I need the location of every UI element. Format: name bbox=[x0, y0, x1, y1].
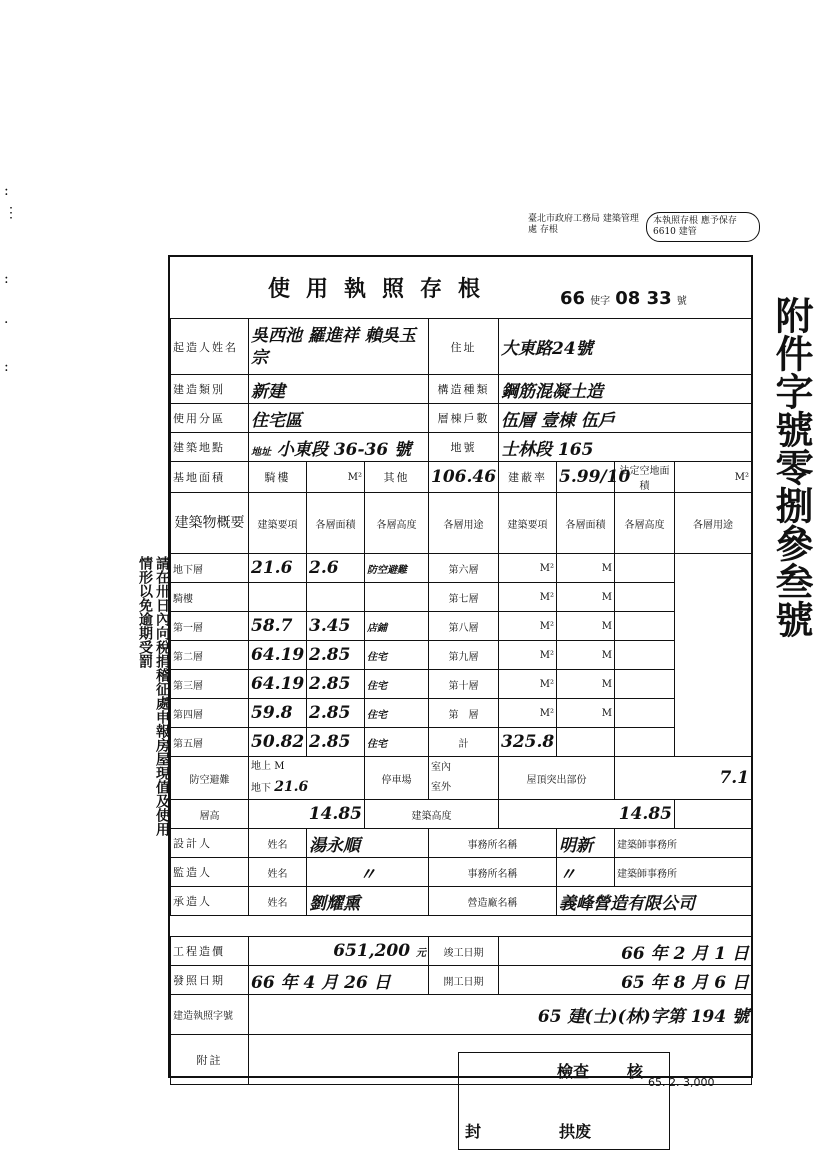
floor-row bbox=[171, 583, 752, 612]
coverage-label: 建蔽率 bbox=[499, 462, 557, 493]
site-no-label: 地號 bbox=[429, 433, 499, 462]
cost-value: 651,200 bbox=[333, 941, 411, 961]
shelter-below: 地下 bbox=[251, 783, 271, 794]
floor-name-right: 第六層 bbox=[429, 554, 499, 583]
supervisor-office: 〃 bbox=[557, 858, 615, 887]
building-type-label: 建造類別 bbox=[171, 375, 249, 404]
inspection-box bbox=[458, 1052, 670, 1150]
floor-height-right bbox=[557, 728, 615, 757]
contractor-name-label: 姓名 bbox=[249, 887, 307, 916]
supervisor-office-suffix: 建築師事務所 bbox=[615, 858, 752, 887]
floor-row bbox=[171, 670, 752, 699]
start-value: 65 年 8 月 6 日 bbox=[499, 966, 752, 995]
floor-name-right: 第九層 bbox=[429, 641, 499, 670]
floor-area-right: M² bbox=[499, 612, 557, 641]
supervisor-name: 〃 bbox=[307, 858, 429, 887]
floor-height-left: 2.85 bbox=[307, 641, 365, 670]
header-area-right: 各層面積 bbox=[557, 493, 615, 554]
shelter-below-value: 21.6 bbox=[274, 779, 309, 795]
parking-in: 室內 bbox=[431, 762, 451, 773]
floor-use-left: 住宅 bbox=[365, 699, 429, 728]
other-label: 其他 bbox=[365, 462, 429, 493]
arcade-unit: M² bbox=[307, 462, 365, 493]
floor-row bbox=[171, 612, 752, 641]
floor-row bbox=[171, 641, 752, 670]
tax-notice: 請在卅日內向稅捐稽征處申報房屋現值及使用情形以免逾期受罰 bbox=[137, 556, 170, 836]
floor-name-right: 第十層 bbox=[429, 670, 499, 699]
floor-height-label: 層高 bbox=[171, 800, 249, 829]
supervisor-name-label: 姓名 bbox=[249, 858, 307, 887]
supervisor-label: 監造人 bbox=[171, 858, 249, 887]
area-label: 基地面積 bbox=[171, 462, 249, 493]
cost-label: 工程造價 bbox=[171, 937, 249, 966]
floor-name-left: 第一層 bbox=[171, 612, 249, 641]
building-summary-label: 建築物概要 bbox=[171, 493, 249, 554]
office-value: 明新 bbox=[557, 829, 615, 858]
header-stamp bbox=[528, 212, 750, 252]
floor-use-right bbox=[615, 583, 675, 612]
issue-value: 66 年 4 月 26 日 bbox=[249, 966, 429, 995]
floor-name-left: 騎樓 bbox=[171, 583, 249, 612]
floor-row bbox=[171, 554, 752, 583]
floor-height-value: 14.85 bbox=[249, 800, 365, 829]
stamp-right-text: 本執照存根 應予保存 6610 建管 bbox=[646, 212, 760, 242]
firm-value: 義峰營造有限公司 bbox=[557, 887, 752, 916]
site-no-value: 士林段 165 bbox=[499, 433, 752, 462]
license-label: 建造執照字號 bbox=[171, 995, 249, 1035]
floor-height-right: M bbox=[557, 583, 615, 612]
other-value: 106.46 bbox=[429, 462, 499, 493]
roof-label: 屋頂突出部份 bbox=[499, 757, 615, 800]
zone-value: 住宅區 bbox=[249, 404, 429, 433]
floor-row bbox=[171, 699, 752, 728]
floor-name-left: 第五層 bbox=[171, 728, 249, 757]
open-space-unit: M² bbox=[675, 462, 752, 493]
floor-use-right bbox=[615, 612, 675, 641]
zone-label: 使用分區 bbox=[171, 404, 249, 433]
building-height-value: 14.85 bbox=[499, 800, 675, 829]
floor-height-right: M bbox=[557, 670, 615, 699]
floor-area-right: M² bbox=[499, 641, 557, 670]
floor-area-left: 50.82 bbox=[249, 728, 307, 757]
inspection-cell-4: 拱废 bbox=[559, 1122, 592, 1141]
header-height-right: 各層高度 bbox=[615, 493, 675, 554]
floor-area-right: M² bbox=[499, 583, 557, 612]
site-value: 小東段 36-36 號 bbox=[276, 439, 412, 460]
header-use-left: 各層用途 bbox=[429, 493, 499, 554]
issue-label: 發照日期 bbox=[171, 966, 249, 995]
right-column-text: 附件字號零捌參叁號 bbox=[769, 296, 814, 638]
contractor-name: 劉耀熏 bbox=[307, 887, 429, 916]
floor-area-left: 59.8 bbox=[249, 699, 307, 728]
permit-year: 66 bbox=[560, 288, 586, 309]
inspection-cell-2: 核 bbox=[627, 1062, 644, 1081]
floor-use-right bbox=[615, 554, 675, 583]
building-height-label: 建築高度 bbox=[365, 800, 499, 829]
floor-height-right: M bbox=[557, 641, 615, 670]
floor-name-left: 第四層 bbox=[171, 699, 249, 728]
building-type-value: 新建 bbox=[249, 375, 429, 404]
floor-name-right: 第八層 bbox=[429, 612, 499, 641]
floor-area-right: M² bbox=[499, 699, 557, 728]
floor-use-left bbox=[365, 583, 429, 612]
shelter-above: 地上 bbox=[251, 761, 271, 772]
floor-area-left: 64.19 bbox=[249, 641, 307, 670]
coverage-value: 5.99/10 bbox=[557, 462, 615, 493]
designer-name-label: 姓名 bbox=[249, 829, 307, 858]
office-label: 事務所名稱 bbox=[429, 829, 557, 858]
cost-unit: 元 bbox=[416, 948, 426, 959]
open-space-label: 法定空地面積 bbox=[615, 462, 675, 493]
structure-value: 鋼筋混凝土造 bbox=[499, 375, 752, 404]
floor-height-right: M bbox=[557, 699, 615, 728]
remarks-label: 附註 bbox=[171, 1035, 249, 1085]
permit-form-table bbox=[170, 318, 752, 916]
floor-name-left: 第二層 bbox=[171, 641, 249, 670]
site-label: 建築地點 bbox=[171, 433, 249, 462]
inspection-cell-3: 封 bbox=[465, 1122, 482, 1141]
floor-use-left: 住宅 bbox=[365, 641, 429, 670]
form-title: 使用執照存根 bbox=[268, 276, 497, 302]
permit-label: 使字 bbox=[590, 296, 611, 307]
floor-use-right bbox=[615, 670, 675, 699]
header-use-right: 各層用途 bbox=[675, 493, 752, 554]
floor-use-right bbox=[615, 728, 675, 757]
parking-out: 室外 bbox=[431, 782, 451, 793]
print-note: 65. 2. 3,000 bbox=[648, 1076, 715, 1089]
parking-label: 停車場 bbox=[365, 757, 429, 800]
license-value: 65 建(士)(林)字第 194 號 bbox=[249, 995, 752, 1035]
firm-label: 營造廠名稱 bbox=[429, 887, 557, 916]
floor-area-left: 64.19 bbox=[249, 670, 307, 699]
floor-use-left: 住宅 bbox=[365, 670, 429, 699]
floors-label: 層棟戶數 bbox=[429, 404, 499, 433]
complete-label: 竣工日期 bbox=[429, 937, 499, 966]
floor-area-left bbox=[249, 583, 307, 612]
floor-height-left: 2.85 bbox=[307, 728, 365, 757]
floor-name-right: 第 層 bbox=[429, 699, 499, 728]
owner-label: 起造人姓名 bbox=[171, 319, 249, 375]
floor-area-right: M² bbox=[499, 670, 557, 699]
floor-use-right bbox=[615, 641, 675, 670]
roof-value: 7.1 bbox=[615, 757, 752, 800]
shelter-above-unit: M bbox=[274, 761, 285, 772]
complete-value: 66 年 2 月 1 日 bbox=[499, 937, 752, 966]
shelter-label: 防空避難 bbox=[171, 757, 249, 800]
permit-suffix: 號 bbox=[676, 296, 687, 307]
floor-rows bbox=[171, 554, 752, 757]
header-height-left: 各層高度 bbox=[365, 493, 429, 554]
floor-area-left: 58.7 bbox=[249, 612, 307, 641]
floor-height-left: 2.6 bbox=[307, 554, 365, 583]
floor-use-left: 防空避難 bbox=[365, 554, 429, 583]
structure-label: 構造種類 bbox=[429, 375, 499, 404]
floor-use-left: 住宅 bbox=[365, 728, 429, 757]
address-value: 大東路24號 bbox=[499, 319, 752, 375]
margin-marks: : ⋮ : · : bbox=[4, 183, 18, 375]
site-prefix: 地址 bbox=[251, 446, 271, 458]
header-area-left: 各層面積 bbox=[307, 493, 365, 554]
inspection-cell-1: 檢查 bbox=[557, 1062, 590, 1081]
floor-use-left: 店鋪 bbox=[365, 612, 429, 641]
floor-area-right: M² bbox=[499, 554, 557, 583]
designer-name: 湯永順 bbox=[307, 829, 429, 858]
floor-area-left: 21.6 bbox=[249, 554, 307, 583]
office-suffix: 建築師事務所 bbox=[615, 829, 752, 858]
floor-use-right bbox=[615, 699, 675, 728]
floor-name-right: 計 bbox=[429, 728, 499, 757]
floors-value: 伍層 壹棟 伍戶 bbox=[499, 404, 752, 433]
owner-value: 吳西池 羅進祥 賴吳玉宗 bbox=[249, 319, 429, 375]
floor-area-right: 325.8 bbox=[499, 728, 557, 757]
floor-row bbox=[171, 728, 752, 757]
floor-height-left bbox=[307, 583, 365, 612]
arcade-label: 騎樓 bbox=[249, 462, 307, 493]
floor-height-left: 2.85 bbox=[307, 699, 365, 728]
floor-height-left: 2.85 bbox=[307, 670, 365, 699]
header-item-left: 建築要項 bbox=[249, 493, 307, 554]
floor-height-right: M bbox=[557, 554, 615, 583]
floor-name-right: 第七層 bbox=[429, 583, 499, 612]
designer-label: 設計人 bbox=[171, 829, 249, 858]
supervisor-office-label: 事務所名稱 bbox=[429, 858, 557, 887]
floor-height-right: M bbox=[557, 612, 615, 641]
stamp-left-text: 臺北市政府工務局 建築管理處 存根 bbox=[528, 214, 639, 235]
permit-serial: 08 33 bbox=[615, 288, 672, 309]
start-label: 開工日期 bbox=[429, 966, 499, 995]
contractor-label: 承造人 bbox=[171, 887, 249, 916]
permit-number bbox=[560, 288, 687, 309]
floor-name-left: 第三層 bbox=[171, 670, 249, 699]
floor-name-left: 地下層 bbox=[171, 554, 249, 583]
header-item-right: 建築要項 bbox=[499, 493, 557, 554]
address-label: 住址 bbox=[429, 319, 499, 375]
floor-height-left: 3.45 bbox=[307, 612, 365, 641]
